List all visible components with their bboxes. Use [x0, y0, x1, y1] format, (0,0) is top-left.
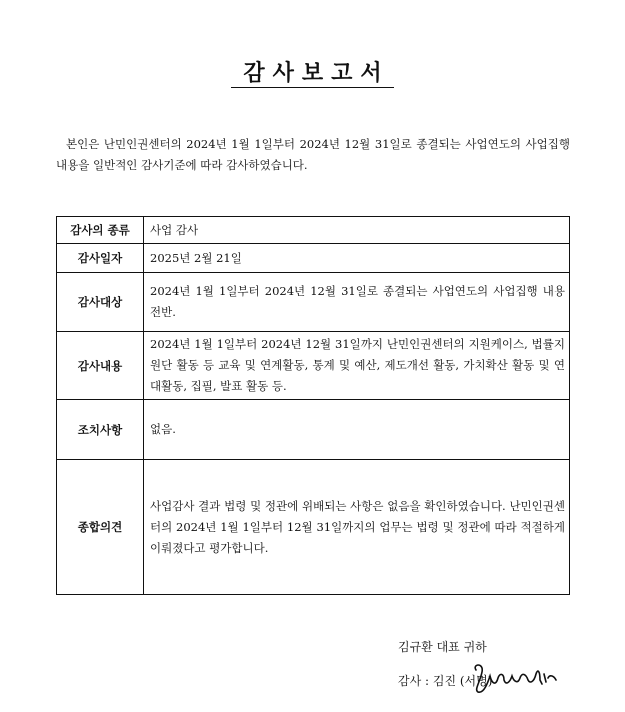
intro-paragraph: 본인은 난민인권센터의 2024년 1월 1일부터 2024년 12월 31일로 종결되는 사업연도의 사업집행 내용을 일반적인 감사기준에 따라 감사하였습니다.	[56, 137, 570, 172]
table-row-audit-type	[57, 217, 570, 244]
table-row-actions	[57, 400, 570, 460]
row-value: 2024년 1월 1일부터 2024년 12월 31일로 종결되는 사업연도의 사업집행 내용 전반.	[144, 273, 570, 332]
row-label: 감사대상	[57, 273, 144, 332]
row-value: 2025년 2월 21일	[144, 244, 570, 273]
document-title	[0, 56, 625, 87]
row-label: 감사일자	[57, 244, 144, 273]
auditor-line: 감사 : 김진 (서명)	[398, 674, 493, 688]
row-label: 감사내용	[57, 332, 144, 400]
row-value: 사업 감사	[144, 217, 570, 244]
row-label: 종합의견	[57, 460, 144, 595]
row-value: 없음.	[144, 400, 570, 460]
addressee: 김규환 대표 귀하	[398, 640, 487, 654]
row-label: 감사의 종류	[57, 217, 144, 244]
table-row-audit-content	[57, 332, 570, 400]
table-row-audit-date	[57, 244, 570, 273]
row-value: 사업감사 결과 법령 및 정관에 위배되는 사항은 없음을 확인하였습니다. 난민인권센터의 2024년 1월 1일부터 12월 31일까지의 업무는 법령 및 정관에 따라 적절하게 이뤄졌다고 평가합니다.	[144, 460, 570, 595]
row-value: 2024년 1월 1일부터 2024년 12월 31일까지 난민인권센터의 지원케이스, 법률지원단 활동 등 교육 및 연계활동, 통계 및 예산, 제도개선 활동, 가치확산 활동 및 연대활동, 집필, 발표 활동 등.	[144, 332, 570, 400]
row-label: 조치사항	[57, 400, 144, 460]
table-row-audit-target	[57, 273, 570, 332]
audit-table	[56, 216, 570, 595]
table-row-overall-opinion	[57, 460, 570, 595]
signature-image	[470, 660, 560, 696]
document-title-text: 감사보고서	[231, 60, 393, 88]
